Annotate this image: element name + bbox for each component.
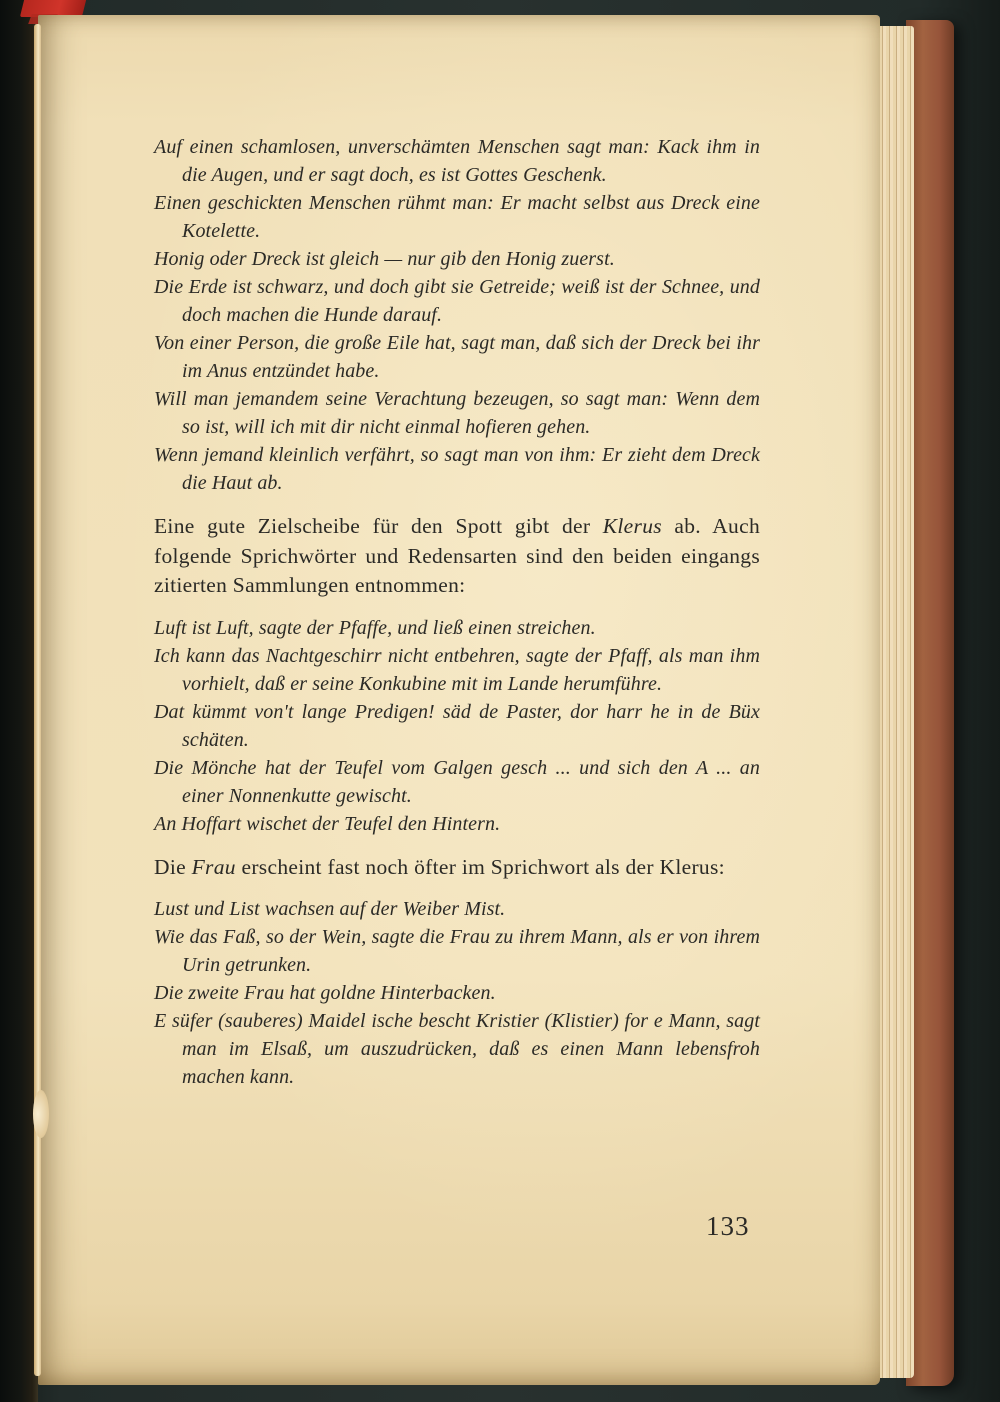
- italic-text-segment: Die Erde ist schwarz, und doch gibt sie Getreide; weiß ist der Schnee, und doch machen die Hunde darauf.: [154, 276, 760, 326]
- page-fold-notch: [33, 1090, 49, 1138]
- italic-text-segment: Honig oder Dreck ist gleich — nur gib den Honig zuerst.: [154, 248, 615, 270]
- italic-text-segment: Einen geschickten Menschen rühmt man: Er macht selbst aus Dreck eine Kotelette.: [154, 192, 760, 242]
- italic-text-segment: Wenn jemand kleinlich verfährt, so sagt man von ihm: Er zieht dem Dreck die Haut ab.: [154, 444, 760, 494]
- proverb-paragraph: [154, 642, 760, 698]
- italic-text-segment: E süfer (sauberes) Maidel ische bescht Kristier (Klistier) for e Mann, sagt man im Elsaß, um auszudrücken, daß es einen Mann lebensfroh machen kann.: [154, 1010, 760, 1088]
- italic-text-segment: An Hoffart wischet der Teufel den Hintern.: [154, 812, 501, 835]
- proverb-paragraph: [154, 895, 760, 923]
- italic-text-segment: Dat kümmt von't lange Predigen! säd de Paster, dor harr he in de Büx schäten.: [154, 700, 760, 751]
- prose-paragraph: [154, 512, 760, 601]
- text-segment: erscheint fast noch öfter im Sprichwort als der Klerus:: [235, 854, 725, 879]
- proverb-paragraph: [154, 441, 760, 497]
- text-segment: Eine gute Zielscheibe für den Spott gibt der: [154, 514, 603, 538]
- proverb-paragraph: [154, 754, 760, 810]
- text-segment: ab. Auch folgende Sprichwörter und Redensarten sind den beiden eingangs zitierten Sammlungen entnommen:: [154, 514, 760, 597]
- proverb-paragraph: [154, 189, 760, 245]
- proverb-paragraph: [154, 329, 760, 385]
- italic-text-segment: Die zweite Frau hat goldne Hinterbacken.: [154, 982, 496, 1004]
- italic-text-segment: Luft ist Luft, sagte der Pfaffe, und ließ einen streichen.: [154, 616, 596, 639]
- proverb-paragraph: [154, 273, 760, 329]
- italic-text-segment: Ich kann das Nachtgeschirr nicht entbehren, sagte der Pfaff, als man ihm vorhielt, daß er seine Konkubine mit im Lande herumführe.: [154, 644, 760, 695]
- proverb-paragraph: [154, 698, 760, 754]
- text-block: [154, 133, 760, 1091]
- proverb-paragraph: [154, 979, 760, 1007]
- italic-text-segment: Wie das Faß, so der Wein, sagte die Frau zu ihrem Mann, als er von ihrem Urin getrunken.: [154, 926, 760, 976]
- proverb-paragraph: [154, 614, 760, 642]
- page-number: 133: [706, 1211, 750, 1241]
- proverb-paragraph: [154, 133, 760, 189]
- italic-text-segment: Die Mönche hat der Teufel vom Galgen gesch ... und sich den A ... an einer Nonnenkutte gewischt.: [154, 756, 760, 807]
- proverb-paragraph: [154, 923, 760, 979]
- book-spine-left: [0, 0, 38, 1402]
- italic-text-segment: Auf einen schamlosen, unverschämten Menschen sagt man: Kack ihm in die Augen, und er sagt doch, es ist Gottes Geschenk.: [154, 136, 760, 186]
- proverb-paragraph: [154, 1007, 760, 1091]
- italic-text-segment: Will man jemandem seine Verachtung bezeugen, so sagt man: Wenn dem so ist, will ich mit dir nicht einmal hofieren gehen.: [154, 388, 760, 438]
- proverb-paragraph: [154, 385, 760, 441]
- italic-text-segment: Von einer Person, die große Eile hat, sagt man, daß sich der Dreck bei ihr im Anus entzündet habe.: [154, 332, 760, 382]
- proverb-paragraph: [154, 245, 760, 273]
- page-gutter-edge: [34, 24, 41, 1376]
- italic-text-segment: Lust und List wachsen auf der Weiber Mist.: [154, 898, 506, 920]
- text-segment: Die: [154, 854, 192, 879]
- italic-text-segment: Klerus: [602, 514, 662, 538]
- proverb-paragraph: [154, 810, 760, 838]
- prose-paragraph: [154, 853, 760, 883]
- book-page: [38, 15, 880, 1385]
- italic-text-segment: Frau: [191, 854, 236, 879]
